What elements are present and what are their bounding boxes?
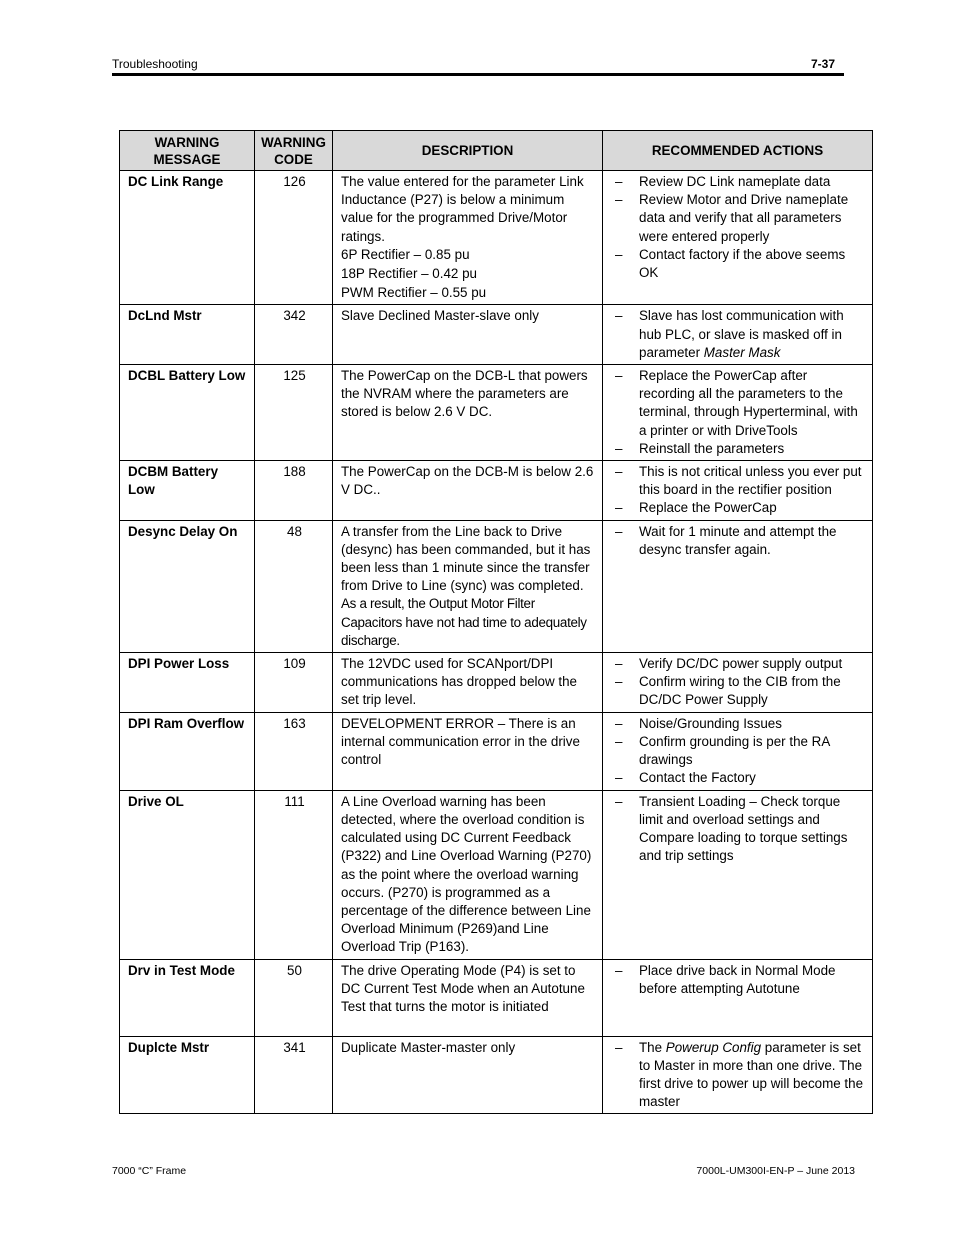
warning-message: DCBM Battery Low: [120, 461, 255, 521]
warning-description: [333, 305, 603, 365]
recommended-actions: [603, 461, 873, 521]
parameter-name: Master Mask: [703, 344, 781, 360]
section-title: Troubleshooting: [112, 57, 198, 71]
description-text: 18P Rectifier – 0.42 pu: [341, 266, 477, 282]
warning-code: 109: [255, 653, 333, 713]
recommended-actions: [603, 712, 873, 790]
action-text: Slave has lost communication with hub PLC, or slave is masked off in parameter: [639, 308, 844, 360]
table-row: [120, 1036, 873, 1114]
recommended-actions: [603, 1036, 873, 1114]
description-text: A Line Overload warning has been detected, where the overload condition is calculated using DC Current Feedback (P322) and Line Overload Warning (P270) as the point where the overload warning occurs. (P270) is programmed as a percentage of the difference between Line Overload Minimum (P269)and Line Overload Trip (P163).: [341, 793, 592, 955]
warning-code: 188: [255, 461, 333, 521]
action-item: – Replace the PowerCap: [611, 499, 866, 517]
description-text: A transfer from the Line back to Drive (desync) has been commanded, but it has been less than 1 minute since the transfer from Drive to Line (sync) was completed.: [341, 523, 591, 594]
warning-message: DCBL Battery Low: [120, 365, 255, 461]
warning-description: [333, 790, 603, 959]
warning-description: [333, 959, 603, 1036]
action-item: – Review DC Link nameplate data: [611, 173, 866, 191]
table-row: [120, 365, 873, 461]
warning-description: [333, 1036, 603, 1114]
warning-code: 163: [255, 712, 333, 790]
warning-code: 125: [255, 365, 333, 461]
recommended-actions: [603, 959, 873, 1036]
description-text: 6P Rectifier – 0.85 pu: [341, 246, 470, 262]
col-header-message: WARNING MESSAGE: [120, 131, 255, 171]
col-header-actions: RECOMMENDED ACTIONS: [603, 131, 873, 171]
table-row: [120, 305, 873, 365]
description-text: Slave Declined Master-slave only: [341, 308, 539, 324]
action-item: – Transient Loading – Check torque limit and overload settings and Compare loading to torque settings and trip settings: [611, 793, 866, 866]
action-item: – Place drive back in Normal Mode before attempting Autotune: [611, 962, 866, 998]
warning-message: Desync Delay On: [120, 520, 255, 652]
description-text: The PowerCap on the DCB-L that powers the NVRAM where the parameters are stored is below 2.6 V DC.: [341, 368, 588, 420]
header-rule: [112, 73, 844, 76]
table-header-row: [120, 131, 873, 171]
action-item: – Review Motor and Drive nameplate data and verify that all parameters were entered properly: [611, 191, 866, 246]
table-row: [120, 520, 873, 652]
warning-description: [333, 712, 603, 790]
action-item: [611, 1039, 866, 1112]
recommended-actions: [603, 305, 873, 365]
table-row: [120, 790, 873, 959]
warning-table: [119, 130, 873, 1114]
table-row: [120, 959, 873, 1036]
description-text: The PowerCap on the DCB-M is below 2.6 V DC..: [341, 464, 594, 498]
page-number: 7-37: [810, 57, 835, 71]
warning-message: Duplcte Mstr: [120, 1036, 255, 1114]
warning-code: 342: [255, 305, 333, 365]
footer-left: 7000 “C” Frame: [112, 1165, 187, 1177]
description-text: The drive Operating Mode (P4) is set to DC Current Test Mode when an Autotune Test that turns the motor is initiated: [341, 962, 585, 1014]
warning-message: DPI Power Loss: [120, 653, 255, 713]
recommended-actions: [603, 790, 873, 959]
action-item: – Verify DC/DC power supply output: [611, 655, 866, 673]
action-text: The: [639, 1039, 666, 1055]
parameter-name: Powerup Config: [665, 1039, 762, 1055]
description-text: The 12VDC used for SCANport/DPI communications has dropped below the set trip level.: [341, 656, 577, 708]
description-text: DEVELOPMENT ERROR – There is an internal communication error in the drive control: [341, 715, 580, 768]
warning-message: DPI Ram Overflow: [120, 712, 255, 790]
warning-code: 126: [255, 171, 333, 305]
warning-message: Drive OL: [120, 790, 255, 959]
description-text: Duplicate Master-master only: [341, 1039, 516, 1055]
action-item: – Reinstall the parameters: [611, 440, 866, 458]
warning-description: [333, 461, 603, 521]
recommended-actions: [603, 653, 873, 713]
action-item: – Replace the PowerCap after recording all the parameters to the terminal, through Hyperterminal, with a printer or with DriveTools: [611, 367, 866, 440]
warning-description: [333, 520, 603, 652]
table-row: [120, 712, 873, 790]
warning-message: Drv in Test Mode: [120, 959, 255, 1036]
description-text: PWM Rectifier – 0.55 pu: [341, 285, 487, 301]
action-text: parameter is set to Master in more than one drive. The first drive to power up will become the master: [639, 1039, 864, 1110]
footer-right: 7000L-UM300I-EN-P – June 2013: [696, 1165, 855, 1177]
warning-code: 111: [255, 790, 333, 959]
description-text: The value entered for the parameter Link Inductance (P27) is below a minimum value for the programmed Drive/Motor ratings.: [341, 174, 584, 244]
recommended-actions: [603, 365, 873, 461]
action-item: – This is not critical unless you ever put this board in the rectifier position: [611, 463, 866, 499]
action-item: – Confirm grounding is per the RA drawings: [611, 733, 866, 769]
action-item: [611, 307, 866, 362]
warning-message: DcLnd Mstr: [120, 305, 255, 365]
recommended-actions: [603, 520, 873, 652]
action-item: – Contact the Factory: [611, 769, 866, 787]
col-header-description: DESCRIPTION: [333, 131, 603, 171]
table-row: [120, 171, 873, 305]
description-text: As a result, the Output Motor Filter Capacitors have not had time to adequately discharge.: [341, 596, 587, 648]
warning-code: 50: [255, 959, 333, 1036]
warning-description: [333, 653, 603, 713]
action-item: – Wait for 1 minute and attempt the desync transfer again.: [611, 523, 866, 559]
col-header-code: WARNING CODE: [255, 131, 333, 171]
warning-code: 341: [255, 1036, 333, 1114]
warning-description: [333, 365, 603, 461]
action-item: – Confirm wiring to the CIB from the DC/DC Power Supply: [611, 673, 866, 709]
table-row: [120, 461, 873, 521]
warning-message: DC Link Range: [120, 171, 255, 305]
warning-description: [333, 171, 603, 305]
action-item: – Noise/Grounding Issues: [611, 715, 866, 733]
warning-code: 48: [255, 520, 333, 652]
recommended-actions: [603, 171, 873, 305]
action-item: – Contact factory if the above seems OK: [611, 246, 866, 282]
table-row: [120, 653, 873, 713]
